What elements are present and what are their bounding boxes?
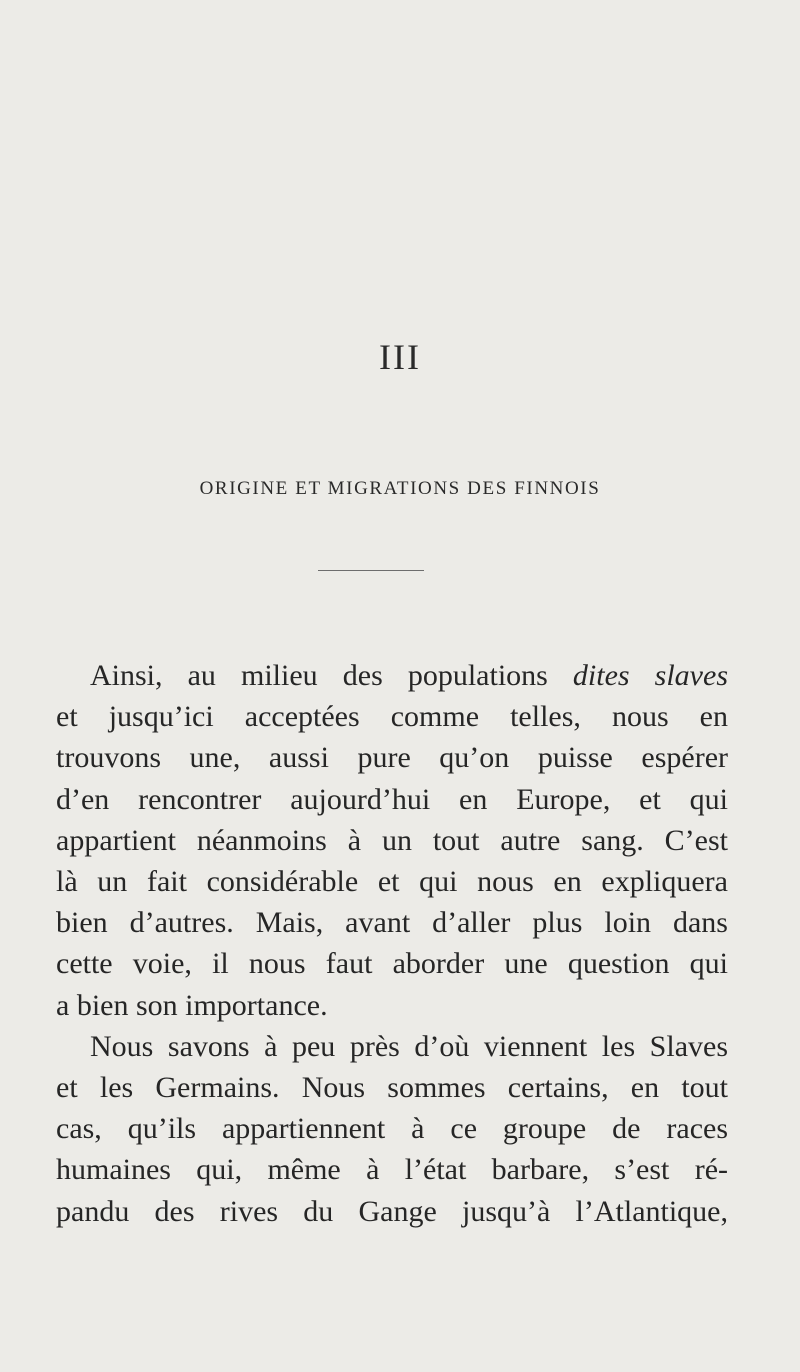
chapter-divider (318, 570, 424, 571)
text-line (56, 655, 728, 696)
text-line: là un fait considérable et qui nous en expliquera (56, 865, 728, 899)
text-line: et jusqu’ici acceptées comme telles, nous en (56, 700, 728, 734)
text-line: pandu des rives du Gange jusqu’à l’Atlantique, (56, 1194, 728, 1228)
text-line: cas, qu’ils appartiennent à ce groupe de races (56, 1112, 728, 1146)
text-line: bien d’autres. Mais, avant d’aller plus loin dans (56, 906, 728, 940)
text-line: appartient néanmoins à un tout autre sang. C’est (56, 823, 728, 857)
text-line: Nous savons à peu près d’où viennent les Slaves (90, 1029, 728, 1063)
text-line-segment: Ainsi, au milieu des populations (90, 659, 573, 692)
chapter-title: ORIGINE ET MIGRATIONS DES FINNOIS (199, 478, 601, 499)
body-text (56, 655, 728, 1232)
text-line: cette voie, il nous faut aborder une question qui (56, 947, 728, 981)
paragraph-1 (56, 655, 728, 1026)
text-line: et les Germains. Nous sommes certains, en tout (56, 1071, 728, 1105)
emphasis-dites-slaves: dites slaves (572, 659, 728, 692)
text-line: humaines qui, même à l’état barbare, s’est ré- (56, 1153, 728, 1187)
paragraph-2 (56, 1026, 728, 1232)
text-line: trouvons une, aussi pure qu’on puisse espérer (56, 741, 728, 775)
text-line: a bien son importance. (56, 988, 328, 1022)
text-line: d’en rencontrer aujourd’hui en Europe, et qui (56, 782, 728, 816)
chapter-number: III (379, 337, 421, 377)
